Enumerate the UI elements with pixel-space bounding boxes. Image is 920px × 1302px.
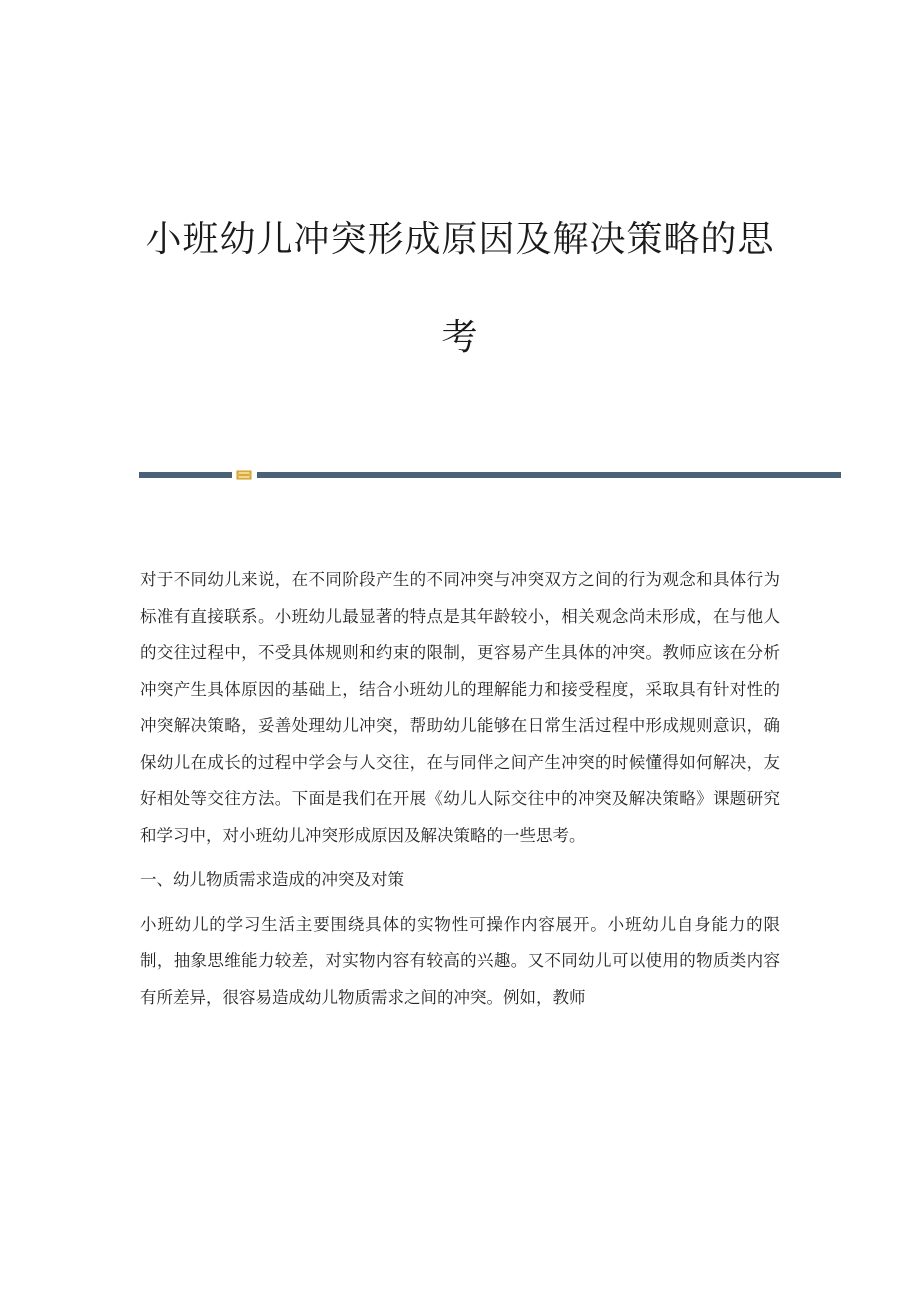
divider-bar-left bbox=[139, 472, 232, 478]
divider-ornament-icon bbox=[236, 469, 252, 481]
document-body bbox=[140, 562, 780, 1016]
section-heading: 一、幼儿物质需求造成的冲突及对策 bbox=[140, 870, 404, 889]
divider-bar-right bbox=[257, 472, 841, 478]
document-title-line-1: 小班幼儿冲突形成原因及解决策略的思 bbox=[145, 219, 775, 260]
body-paragraph: 对于不同幼儿来说，在不同阶段产生的不同冲突与冲突双方之间的行为观念和具体行为标准有直接联系。小班幼儿最显著的特点是其年龄较小，相关观念尚未形成，在与他人的交往过程中，不受具体规则和约束的限制，更容易产生具体的冲突。教师应该在分析冲突产生具体原因的基础上，结合小班幼儿的理解能力和接受程度，采取具有针对性的冲突解决策略，妥善处理幼儿冲突，帮助幼儿能够在日常生活过程中形成规则意识，确保幼儿在成长的过程中学会与人交往，在与同伴之间产生冲突的时候懂得如何解决，友好相处等交往方法。下面是我们在开展《幼儿人际交往中的冲突及解决策略》课题研究和学习中，对小班幼儿冲突形成原因及解决策略的一些思考。 bbox=[140, 570, 780, 845]
body-paragraph: 小班幼儿的学习生活主要围绕具体的实物性可操作内容展开。小班幼儿自身能力的限制，抽象思维能力较差，对实物内容有较高的兴趣。又不同幼儿可以使用的物质类内容有所差异，很容易造成幼儿物质需求之间的冲突。例如，教师 bbox=[140, 914, 780, 1007]
title-divider bbox=[139, 469, 841, 481]
document-title-line-2: 考 bbox=[441, 317, 479, 358]
